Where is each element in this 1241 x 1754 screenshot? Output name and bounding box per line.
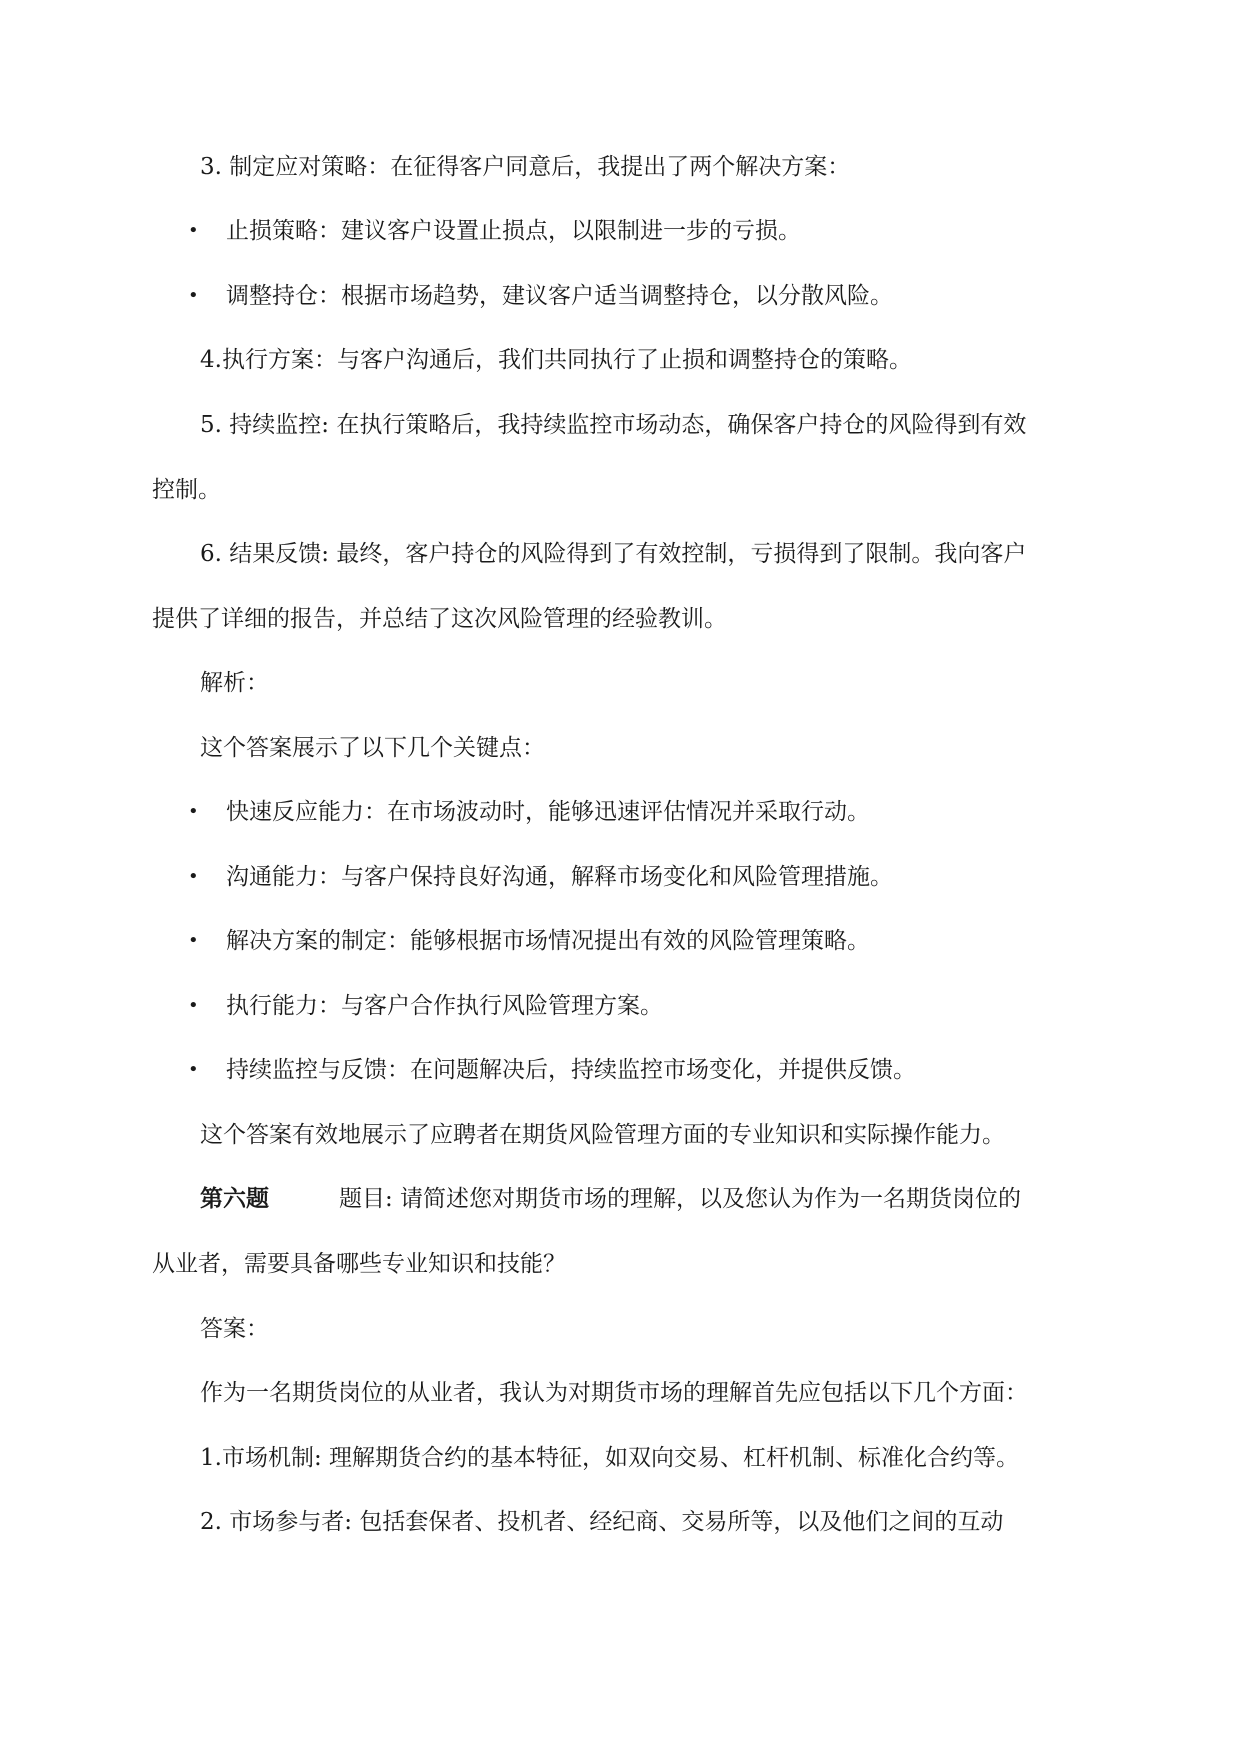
question-heading — [0, 1184, 1241, 1214]
list-item — [0, 862, 1241, 892]
paragraph-text: 6. 结果反馈: 最终，客户持仓的风险得到了有效控制，亏损得到了限制。我向客户 — [200, 541, 1027, 567]
list-item — [0, 216, 1241, 246]
paragraph-summary — [0, 1120, 1241, 1150]
list-item-text: 解决方案的制定：能够根据市场情况提出有效的风险管理策略。 — [226, 928, 870, 954]
analysis-heading — [0, 668, 1241, 698]
paragraph-text: 答案： — [200, 1316, 269, 1342]
paragraph-intro — [0, 1378, 1241, 1408]
paragraph-step-5 — [0, 410, 1241, 440]
bullet-icon: • — [188, 801, 199, 822]
paragraph-text: 提供了详细的报告，并总结了这次风险管理的经验教训。 — [152, 606, 727, 632]
bullet-icon: • — [188, 995, 199, 1016]
list-item — [0, 991, 1241, 1021]
paragraph-step-6 — [0, 539, 1241, 569]
paragraph-continuation — [0, 475, 1241, 505]
list-item — [0, 926, 1241, 956]
list-item — [0, 797, 1241, 827]
question-number: 第六题 — [200, 1185, 269, 1212]
list-item-text: 沟通能力：与客户保持良好沟通，解释市场变化和风险管理措施。 — [226, 864, 893, 890]
paragraph-point-2 — [0, 1507, 1241, 1537]
paragraph-text: 作为一名期货岗位的从业者，我认为对期货市场的理解首先应包括以下几个方面： — [200, 1380, 1028, 1406]
list-item-text: 持续监控与反馈：在问题解决后，持续监控市场变化，并提供反馈。 — [226, 1057, 916, 1083]
paragraph-intro — [0, 733, 1241, 763]
paragraph-text: 控制。 — [152, 477, 221, 503]
paragraph-text: 从业者，需要具备哪些专业知识和技能？ — [152, 1251, 566, 1277]
list-item-text: 执行能力：与客户合作执行风险管理方案。 — [226, 993, 663, 1019]
paragraph-point-1 — [0, 1443, 1241, 1473]
list-item-text: 快速反应能力：在市场波动时，能够迅速评估情况并采取行动。 — [226, 799, 870, 825]
bullet-icon: • — [188, 220, 199, 241]
paragraph-text: 5. 持续监控: 在执行策略后，我持续监控市场动态，确保客户持仓的风险得到有效 — [200, 412, 1027, 438]
paragraph-step-4 — [0, 345, 1241, 375]
question-text: 题目: 请简述您对期货市场的理解，以及您认为作为一名期货岗位的 — [339, 1186, 1022, 1212]
bullet-icon: • — [188, 930, 199, 951]
bullet-icon: • — [188, 1059, 199, 1080]
paragraph-text: 这个答案有效地展示了应聘者在期货风险管理方面的专业知识和实际操作能力。 — [200, 1122, 1005, 1148]
bullet-icon: • — [188, 866, 199, 887]
list-item-text: 调整持仓：根据市场趋势，建议客户适当调整持仓，以分散风险。 — [226, 283, 893, 309]
paragraph-text: 2. 市场参与者: 包括套保者、投机者、经纪商、交易所等，以及他们之间的互动 — [200, 1509, 1004, 1535]
paragraph-text: 解析： — [200, 670, 269, 696]
answer-heading — [0, 1314, 1241, 1344]
paragraph-continuation — [0, 1249, 1241, 1279]
paragraph-text: 3. 制定应对策略：在征得客户同意后，我提出了两个解决方案： — [200, 154, 851, 180]
list-item — [0, 281, 1241, 311]
list-item-text: 止损策略：建议客户设置止损点，以限制进一步的亏损。 — [226, 218, 801, 244]
paragraph-text: 这个答案展示了以下几个关键点： — [200, 735, 545, 761]
bullet-icon: • — [188, 285, 199, 306]
paragraph-text: 4.执行方案：与客户沟通后，我们共同执行了止损和调整持仓的策略。 — [200, 347, 912, 373]
paragraph-step-3 — [0, 152, 1241, 182]
paragraph-continuation — [0, 604, 1241, 634]
list-item — [0, 1055, 1241, 1085]
paragraph-text: 1.市场机制: 理解期货合约的基本特征，如双向交易、杠杆机制、标准化合约等。 — [200, 1445, 1020, 1471]
